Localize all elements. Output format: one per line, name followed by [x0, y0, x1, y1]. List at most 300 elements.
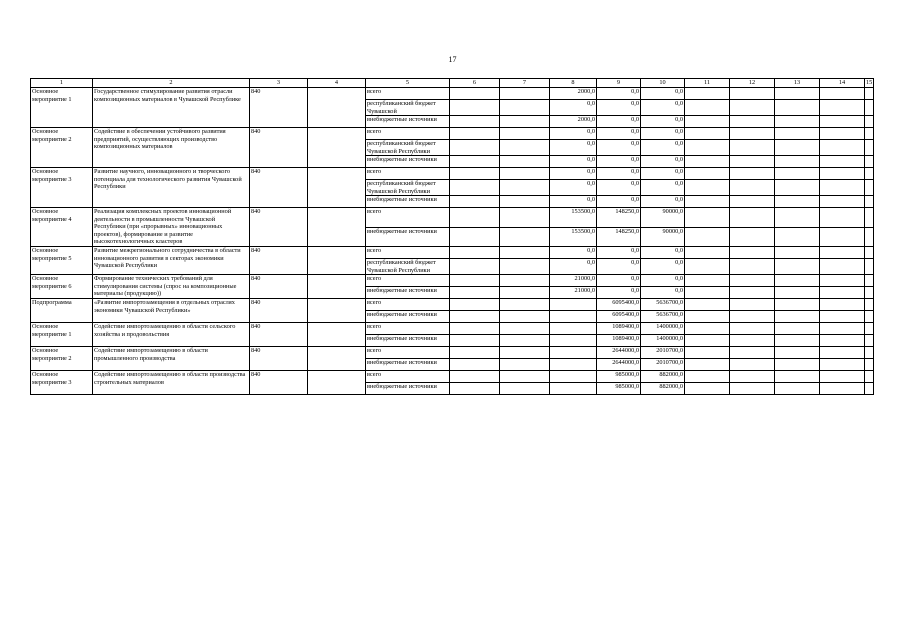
column-14-cell: [820, 208, 865, 227]
column-4-cell: [308, 275, 366, 299]
column-11-cell: [685, 311, 730, 323]
column-13-cell: [775, 196, 820, 208]
table-row: [31, 323, 874, 335]
column-15-cell: [865, 299, 874, 311]
measure-type: Основное мероприятие 5: [31, 247, 93, 275]
column-number-15: 15: [866, 79, 873, 86]
measure-name: Реализация комплексных проектов инновационной деятельности в промышленности Чувашской Республики (при «прорывных» инновационных проектов), формирование и развитие высокотехнологичных кластеров: [93, 208, 250, 247]
column-6-cell: [450, 180, 500, 196]
column-13-cell: [775, 311, 820, 323]
column-13-cell: [775, 88, 820, 100]
measure-type: Основное мероприятие 1: [31, 88, 93, 128]
value-col-8: 0,0: [550, 168, 597, 180]
value-col-10: 0,0: [641, 116, 685, 128]
column-13-cell: [775, 227, 820, 246]
value-col-10: 5636700,0: [641, 311, 685, 323]
column-7-cell: [500, 311, 550, 323]
responsible-code: 840: [250, 299, 308, 323]
column-6-cell: [450, 88, 500, 100]
value-col-8: 21000,0: [550, 287, 597, 299]
column-15-cell: [865, 128, 874, 140]
column-13-cell: [775, 180, 820, 196]
column-12-cell: [730, 247, 775, 259]
column-4-cell: [308, 323, 366, 347]
column-12-cell: [730, 196, 775, 208]
column-11-cell: [685, 227, 730, 246]
column-14-cell: [820, 335, 865, 347]
value-col-8: 0,0: [550, 247, 597, 259]
column-12-cell: [730, 128, 775, 140]
column-15-cell: [865, 359, 874, 371]
column-11-cell: [685, 100, 730, 116]
column-6-cell: [450, 275, 500, 287]
column-15-cell: [865, 196, 874, 208]
responsible-code: 840: [250, 208, 308, 247]
value-col-8: 0,0: [550, 100, 597, 116]
funding-source: всего: [366, 168, 450, 180]
column-13-cell: [775, 287, 820, 299]
column-12-cell: [730, 371, 775, 383]
value-col-8: [550, 383, 597, 395]
column-11-cell: [685, 359, 730, 371]
value-col-10: 2010700,0: [641, 359, 685, 371]
column-7-cell: [500, 208, 550, 227]
value-col-9: 0,0: [597, 180, 641, 196]
value-col-9: 0,0: [597, 247, 641, 259]
column-14-cell: [820, 100, 865, 116]
column-6-cell: [450, 359, 500, 371]
measure-type: Основное мероприятие 3: [31, 371, 93, 395]
column-14-cell: [820, 259, 865, 275]
value-col-9: 0,0: [597, 100, 641, 116]
column-13-cell: [775, 275, 820, 287]
value-col-10: 0,0: [641, 287, 685, 299]
column-15-cell: [865, 227, 874, 246]
value-col-8: [550, 323, 597, 335]
column-15-cell: [865, 311, 874, 323]
measure-type: Основное мероприятие 2: [31, 128, 93, 168]
column-12-cell: [730, 347, 775, 359]
column-12-cell: [730, 227, 775, 246]
funding-source: республиканский бюджет Чувашской Республики: [366, 180, 450, 196]
column-11-cell: [685, 196, 730, 208]
value-col-9: 0,0: [597, 196, 641, 208]
column-7-cell: [500, 287, 550, 299]
column-11-cell: [685, 140, 730, 156]
funding-source: всего: [366, 208, 450, 227]
column-11-cell: [685, 371, 730, 383]
funding-source: внебюджетные источники: [366, 196, 450, 208]
column-11-cell: [685, 275, 730, 287]
column-7-cell: [500, 323, 550, 335]
column-6-cell: [450, 259, 500, 275]
column-4-cell: [308, 371, 366, 395]
column-14-cell: [820, 88, 865, 100]
column-number-12: 12: [730, 79, 775, 88]
column-6-cell: [450, 227, 500, 246]
funding-source: всего: [366, 247, 450, 259]
column-14-cell: [820, 227, 865, 246]
column-11-cell: [685, 347, 730, 359]
column-15-cell: [865, 347, 874, 359]
value-col-8: 0,0: [550, 180, 597, 196]
column-14-cell: [820, 383, 865, 395]
funding-source: всего: [366, 275, 450, 287]
column-number-6: 6: [450, 79, 500, 88]
column-14-cell: [820, 196, 865, 208]
column-13-cell: [775, 371, 820, 383]
measure-name: Развитие научного, инновационного и творческого потенциала для технологического развития Чувашской Республики: [93, 168, 250, 208]
column-6-cell: [450, 128, 500, 140]
funding-source: всего: [366, 88, 450, 100]
column-4-cell: [308, 208, 366, 247]
value-col-9: 0,0: [597, 259, 641, 275]
funding-source: республиканский бюджет Чувашской Республики: [366, 140, 450, 156]
responsible-code: 840: [250, 347, 308, 371]
column-7-cell: [500, 140, 550, 156]
column-15-cell: [865, 88, 874, 100]
column-number-1: 1: [31, 79, 93, 88]
value-col-9: 1089400,0: [597, 323, 641, 335]
column-13-cell: [775, 128, 820, 140]
column-4-cell: [308, 88, 366, 128]
value-col-8: [550, 347, 597, 359]
value-col-9: 2644000,0: [597, 347, 641, 359]
value-col-9: 0,0: [597, 116, 641, 128]
column-6-cell: [450, 311, 500, 323]
column-7-cell: [500, 180, 550, 196]
column-6-cell: [450, 287, 500, 299]
value-col-8: 21000,0: [550, 275, 597, 287]
column-12-cell: [730, 275, 775, 287]
column-13-cell: [775, 323, 820, 335]
responsible-code: 840: [250, 275, 308, 299]
value-col-10: 0,0: [641, 128, 685, 140]
column-15-cell: [865, 208, 874, 227]
value-col-10: 90000,0: [641, 208, 685, 227]
table-row: [31, 128, 874, 140]
column-7-cell: [500, 156, 550, 168]
column-11-cell: [685, 335, 730, 347]
column-number-10: 10: [641, 79, 685, 88]
funding-source: республиканский бюджет Чувашской Республики: [366, 259, 450, 275]
column-15-cell: [865, 259, 874, 275]
value-col-10: 90000,0: [641, 227, 685, 246]
value-col-8: 0,0: [550, 156, 597, 168]
value-col-9: 1089400,0: [597, 335, 641, 347]
column-7-cell: [500, 116, 550, 128]
column-number-8: 8: [550, 79, 597, 88]
column-13-cell: [775, 359, 820, 371]
page-number: 17: [448, 55, 457, 64]
funding-source: внебюджетные источники: [366, 335, 450, 347]
measure-name: Содействие в обеспечении устойчивого развития предприятий, осуществляющих производство композиционных материалов: [93, 128, 250, 168]
column-11-cell: [685, 287, 730, 299]
column-number-14: 14: [820, 79, 865, 88]
column-6-cell: [450, 208, 500, 227]
funding-source: внебюджетные источники: [366, 287, 450, 299]
value-col-10: 1400000,0: [641, 323, 685, 335]
value-col-8: 0,0: [550, 259, 597, 275]
value-col-9: 985000,0: [597, 383, 641, 395]
column-11-cell: [685, 128, 730, 140]
value-col-10: 0,0: [641, 100, 685, 116]
column-11-cell: [685, 116, 730, 128]
value-col-10: 0,0: [641, 88, 685, 100]
column-15-cell: [865, 156, 874, 168]
column-13-cell: [775, 208, 820, 227]
value-col-10: 882000,0: [641, 371, 685, 383]
column-15-cell: [865, 168, 874, 180]
column-14-cell: [820, 371, 865, 383]
responsible-code: 840: [250, 128, 308, 168]
value-col-9: 2644000,0: [597, 359, 641, 371]
column-14-cell: [820, 156, 865, 168]
funding-source: внебюджетные источники: [366, 359, 450, 371]
column-number-2: 2: [93, 79, 250, 88]
value-col-8: [550, 299, 597, 311]
column-6-cell: [450, 140, 500, 156]
column-number-5: 5: [366, 79, 450, 88]
column-13-cell: [775, 156, 820, 168]
column-12-cell: [730, 140, 775, 156]
column-14-cell: [820, 247, 865, 259]
column-11-cell: [685, 259, 730, 275]
value-col-10: 1400000,0: [641, 335, 685, 347]
column-number-7: 7: [500, 79, 550, 88]
value-col-8: 2000,0: [550, 116, 597, 128]
column-15-cell: [865, 247, 874, 259]
column-7-cell: [500, 359, 550, 371]
column-14-cell: [820, 116, 865, 128]
column-7-cell: [500, 275, 550, 287]
value-col-10: 0,0: [641, 140, 685, 156]
table-row: [31, 168, 874, 180]
column-number-row: [31, 79, 874, 88]
responsible-code: 840: [250, 323, 308, 347]
column-15-cell: [865, 323, 874, 335]
column-12-cell: [730, 359, 775, 371]
measure-type: Основное мероприятие 4: [31, 208, 93, 247]
column-4-cell: [308, 247, 366, 275]
column-7-cell: [500, 227, 550, 246]
value-col-9: 0,0: [597, 275, 641, 287]
value-col-8: 153500,0: [550, 208, 597, 227]
responsible-code: 840: [250, 88, 308, 128]
column-7-cell: [500, 168, 550, 180]
column-6-cell: [450, 383, 500, 395]
column-15-cell: [865, 287, 874, 299]
value-col-9: 148250,0: [597, 227, 641, 246]
column-15-cell: [865, 140, 874, 156]
column-6-cell: [450, 299, 500, 311]
column-15-cell: [865, 275, 874, 287]
column-11-cell: [685, 383, 730, 395]
table-row: [31, 247, 874, 259]
column-11-cell: [685, 168, 730, 180]
column-12-cell: [730, 259, 775, 275]
column-15-cell: [865, 180, 874, 196]
column-14-cell: [820, 168, 865, 180]
column-number-9: 9: [597, 79, 641, 88]
value-col-10: 882000,0: [641, 383, 685, 395]
column-12-cell: [730, 168, 775, 180]
value-col-10: 0,0: [641, 247, 685, 259]
column-13-cell: [775, 259, 820, 275]
value-col-9: 6095400,0: [597, 311, 641, 323]
value-col-9: 985000,0: [597, 371, 641, 383]
column-11-cell: [685, 299, 730, 311]
value-col-8: [550, 359, 597, 371]
value-col-8: 0,0: [550, 128, 597, 140]
column-12-cell: [730, 180, 775, 196]
column-15-cell: [865, 371, 874, 383]
column-14-cell: [820, 180, 865, 196]
column-12-cell: [730, 208, 775, 227]
column-14-cell: [820, 359, 865, 371]
value-col-8: [550, 311, 597, 323]
column-13-cell: [775, 168, 820, 180]
column-12-cell: [730, 116, 775, 128]
column-6-cell: [450, 116, 500, 128]
column-11-cell: [685, 156, 730, 168]
column-14-cell: [820, 287, 865, 299]
table-row: [31, 275, 874, 287]
column-4-cell: [308, 299, 366, 323]
value-col-8: [550, 335, 597, 347]
column-6-cell: [450, 247, 500, 259]
column-7-cell: [500, 259, 550, 275]
column-11-cell: [685, 323, 730, 335]
column-15-cell: [865, 100, 874, 116]
column-6-cell: [450, 156, 500, 168]
value-col-10: 0,0: [641, 156, 685, 168]
column-7-cell: [500, 196, 550, 208]
funding-source: внебюджетные источники: [366, 311, 450, 323]
table-row: [31, 88, 874, 100]
value-col-10: 0,0: [641, 196, 685, 208]
funding-source: республиканский бюджет Чувашской: [366, 100, 450, 116]
value-col-9: 0,0: [597, 168, 641, 180]
column-6-cell: [450, 323, 500, 335]
funding-source: всего: [366, 371, 450, 383]
column-11-cell: [685, 180, 730, 196]
column-13-cell: [775, 247, 820, 259]
measure-name: Государственное стимулирование развития отрасли композиционных материалов в Чувашской Республике: [93, 88, 250, 128]
column-11-cell: [685, 247, 730, 259]
column-14-cell: [820, 299, 865, 311]
funding-source: всего: [366, 347, 450, 359]
measure-type: Основное мероприятие 3: [31, 168, 93, 208]
column-6-cell: [450, 347, 500, 359]
column-7-cell: [500, 371, 550, 383]
column-6-cell: [450, 100, 500, 116]
column-12-cell: [730, 287, 775, 299]
measure-type: Основное мероприятие 2: [31, 347, 93, 371]
column-13-cell: [775, 140, 820, 156]
value-col-8: 0,0: [550, 196, 597, 208]
column-7-cell: [500, 347, 550, 359]
column-12-cell: [730, 383, 775, 395]
value-col-10: 2010700,0: [641, 347, 685, 359]
measure-name: Развитие межрегионального сотрудничества в области инновационного развития в секторах экономики Чувашской Республики: [93, 247, 250, 275]
funding-source: всего: [366, 299, 450, 311]
column-11-cell: [685, 88, 730, 100]
column-14-cell: [820, 275, 865, 287]
measure-name: Формирование технических требований для стимулирования системы (спрос на композиционные материалы (продукцию)): [93, 275, 250, 299]
column-12-cell: [730, 88, 775, 100]
column-15-cell: [865, 335, 874, 347]
column-7-cell: [500, 247, 550, 259]
column-6-cell: [450, 371, 500, 383]
column-7-cell: [500, 335, 550, 347]
column-12-cell: [730, 156, 775, 168]
table-row: [31, 208, 874, 227]
value-col-10: 0,0: [641, 168, 685, 180]
column-number-11: 11: [685, 79, 730, 88]
measure-name: «Развитие импортозамещения в отдельных отраслях экономики Чувашской Республики»: [93, 299, 250, 323]
column-4-cell: [308, 168, 366, 208]
funding-source: внебюджетные источники: [366, 156, 450, 168]
value-col-10: 5636700,0: [641, 299, 685, 311]
column-number-3: 3: [250, 79, 308, 88]
column-12-cell: [730, 100, 775, 116]
column-13-cell: [775, 347, 820, 359]
value-col-9: 0,0: [597, 128, 641, 140]
value-col-9: 0,0: [597, 287, 641, 299]
measure-type: Основное мероприятие 6: [31, 275, 93, 299]
measure-name: Содействие импортозамещению в области производства строительных материалов: [93, 371, 250, 395]
column-4-cell: [308, 128, 366, 168]
column-number-4: 4: [308, 79, 366, 88]
column-7-cell: [500, 88, 550, 100]
responsible-code: 840: [250, 371, 308, 395]
column-14-cell: [820, 128, 865, 140]
measure-name: Содействие импортозамещению в области промышленного производства: [93, 347, 250, 371]
responsible-code: 840: [250, 168, 308, 208]
funding-source: внебюджетные источники: [366, 383, 450, 395]
value-col-8: 2000,0: [550, 88, 597, 100]
value-col-10: 0,0: [641, 259, 685, 275]
column-number-13: 13: [775, 79, 820, 88]
value-col-8: [550, 371, 597, 383]
value-col-9: 0,0: [597, 156, 641, 168]
value-col-9: 148250,0: [597, 208, 641, 227]
column-12-cell: [730, 311, 775, 323]
column-15-cell: [865, 116, 874, 128]
table-row: [31, 347, 874, 359]
responsible-code: 840: [250, 247, 308, 275]
column-14-cell: [820, 140, 865, 156]
column-13-cell: [775, 383, 820, 395]
column-12-cell: [730, 323, 775, 335]
column-13-cell: [775, 116, 820, 128]
column-6-cell: [450, 196, 500, 208]
budget-table: [30, 78, 874, 395]
column-14-cell: [820, 311, 865, 323]
value-col-10: 0,0: [641, 180, 685, 196]
column-4-cell: [308, 347, 366, 371]
column-14-cell: [820, 323, 865, 335]
value-col-10: 0,0: [641, 275, 685, 287]
funding-source: внебюджетные источники: [366, 227, 450, 246]
column-7-cell: [500, 383, 550, 395]
value-col-9: 0,0: [597, 140, 641, 156]
column-7-cell: [500, 128, 550, 140]
value-col-8: 0,0: [550, 140, 597, 156]
column-11-cell: [685, 208, 730, 227]
value-col-8: 153500,0: [550, 227, 597, 246]
